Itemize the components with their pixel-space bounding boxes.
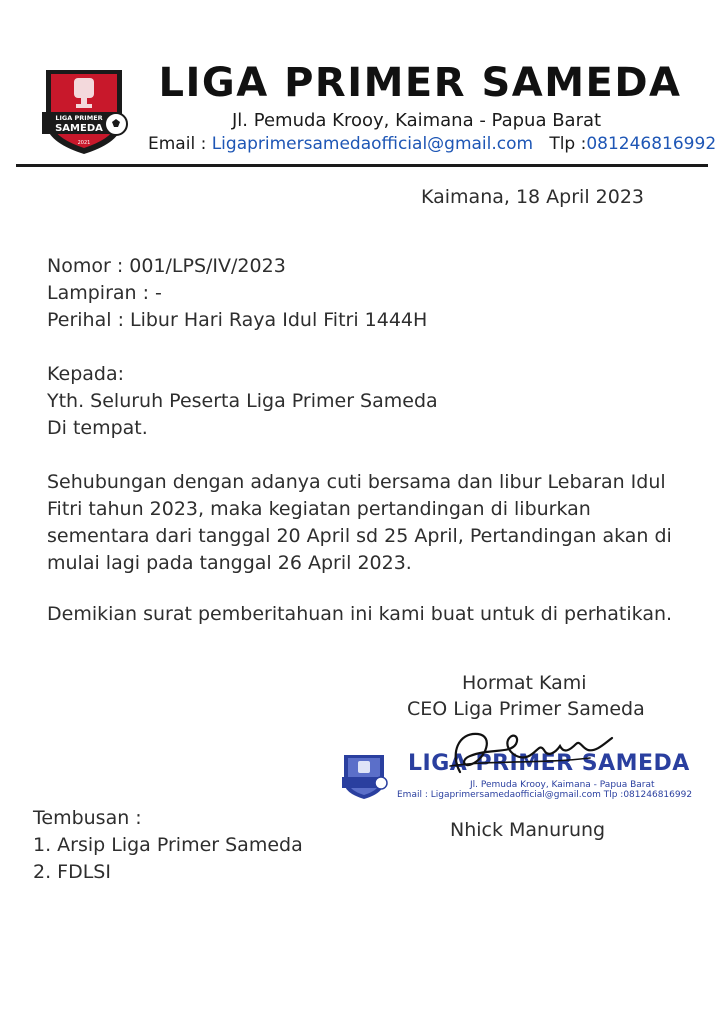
body-paragraph: Sehubungan dengan adanya cuti bersama dan libur Lebaran Idul Fitri tahun 2023, maka kegiatan pertandingan di liburkan sementara dari tanggal 20 April sd 25 April, Pertandingan akan di mulai lagi pada tanggal 26 April 2023.: [47, 471, 672, 574]
place-date: Kaimana, 18 April 2023: [421, 186, 644, 208]
trophy-icon: [74, 78, 94, 98]
org-address: Jl. Pemuda Krooy, Kaimana - Papua Barat: [232, 110, 602, 131]
email-link[interactable]: Ligaprimersamedaofficial@gmail.com: [211, 134, 534, 154]
contact-line: [148, 134, 716, 154]
header-divider: [16, 164, 708, 167]
phone-label: Tlp :: [549, 134, 587, 154]
recipient: Yth. Seluruh Peserta Liga Primer Sameda: [47, 390, 438, 412]
stamp-contact: Email : Ligaprimersamedaofficial@gmail.com Tlp :081246816992: [397, 790, 693, 800]
svg-text:2021: 2021: [77, 140, 91, 146]
perihal: Perihal : Libur Hari Raya Idul Fitri 1444H: [47, 309, 428, 331]
tembusan-item: 2. FDLSI: [33, 861, 111, 883]
phone-link[interactable]: 081246816992: [586, 134, 717, 154]
svg-text:SAMEDA: SAMEDA: [55, 123, 103, 134]
tembusan-block: [33, 805, 303, 886]
stamp-address: Jl. Pemuda Krooy, Kaimana - Papua Barat: [470, 780, 655, 790]
email-label: Email :: [148, 134, 212, 154]
stamp-logo-icon: [340, 752, 388, 800]
league-logo: [38, 64, 130, 156]
tembusan-item: 1. Arsip Liga Primer Sameda: [33, 834, 303, 856]
lampiran: Lampiran : -: [47, 282, 162, 304]
signer-title: CEO Liga Primer Sameda: [407, 698, 645, 720]
svg-text:LIGA PRIMER: LIGA PRIMER: [55, 114, 103, 122]
recipient-block: [47, 361, 438, 442]
reference-block: [47, 253, 427, 334]
tembusan-label: Tembusan :: [33, 807, 142, 829]
regards: Hormat Kami: [462, 672, 587, 694]
stamp-name: LIGA PRIMER SAMEDA: [408, 751, 690, 776]
di-tempat: Di tempat.: [47, 417, 148, 439]
signature: [420, 724, 620, 786]
signer-name: Nhick Manurung: [450, 819, 606, 841]
kepada-label: Kepada:: [47, 363, 125, 385]
closing-paragraph: Demikian surat pemberitahuan ini kami buat untuk di perhatikan.: [47, 603, 673, 625]
nomor: Nomor : 001/LPS/IV/2023: [47, 255, 286, 277]
org-name: LIGA PRIMER SAMEDA: [158, 60, 682, 106]
